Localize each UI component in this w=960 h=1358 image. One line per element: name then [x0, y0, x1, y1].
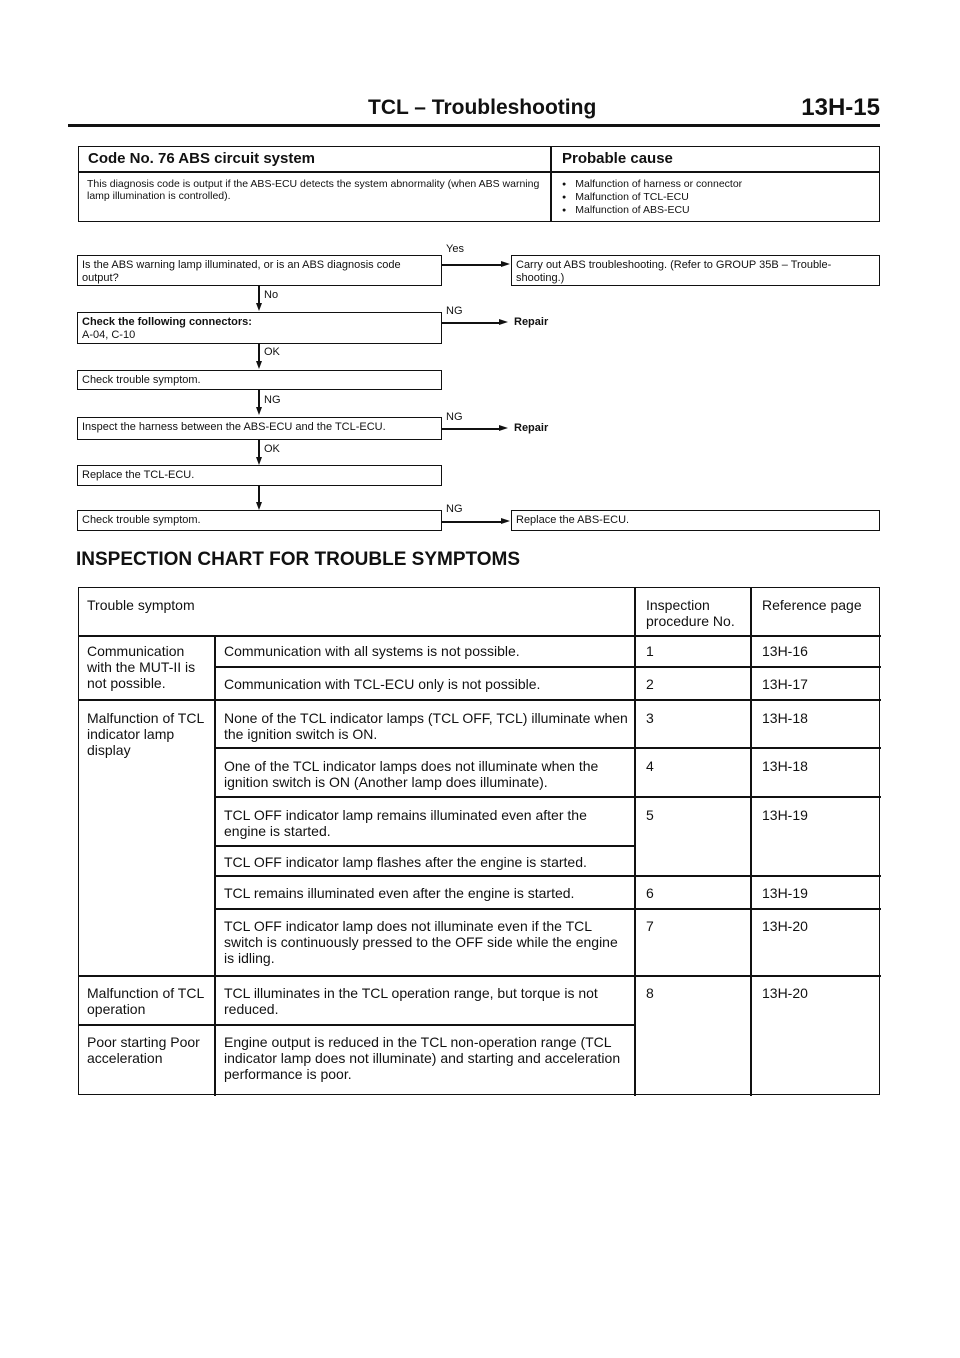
ng-connector — [442, 428, 500, 430]
reference-cell: 13H-18 — [762, 710, 808, 726]
flow-step-detail: A-04, C-10 — [82, 329, 136, 341]
group-operation: Malfunction of TCL operation — [87, 985, 204, 1017]
table-row-divider — [79, 635, 881, 637]
ok-connector — [258, 344, 260, 362]
reference-cell: 13H-19 — [762, 807, 808, 823]
procedure-cell: 7 — [646, 918, 654, 934]
flow-step-replace-tcl-ecu — [77, 465, 442, 486]
symptom-cell: TCL illuminates in the TCL operation range, but torque is not reduced. — [224, 985, 598, 1017]
flow-action-replace-abs-ecu — [511, 510, 880, 531]
flow-step-text: Check trouble symptom. — [82, 374, 201, 386]
flow-step-abs-warning — [77, 255, 442, 286]
arrow-right-icon — [501, 518, 510, 524]
header-trouble-symptom: Trouble symptom — [87, 597, 195, 613]
page-title: TCL – Troubleshooting — [368, 96, 597, 119]
arrow-down-icon — [256, 303, 262, 311]
group-starting: Poor starting Poor acceleration — [87, 1034, 200, 1066]
reference-cell: 13H-16 — [762, 643, 808, 659]
symptom-cell: TCL OFF indicator lamp remains illuminated even after the engine is started. — [224, 807, 587, 839]
table-row-divider — [214, 845, 634, 847]
group-indicator: Malfunction of TCL indicator lamp display — [87, 710, 204, 758]
ng-label: NG — [446, 305, 463, 317]
symptom-cell: One of the TCL indicator lamps does not illuminate when the ignition switch is ON (Another lamp does illuminate). — [224, 758, 599, 790]
diagnosis-code-box — [78, 146, 880, 222]
flow-action-abs-troubleshooting — [511, 255, 880, 286]
inspection-table — [78, 587, 880, 1095]
cause-item: ● Malfunction of ABS-ECU — [562, 204, 742, 217]
cause-title: Probable cause — [562, 150, 673, 167]
cause-item: ● Malfunction of harness or connector — [562, 178, 742, 191]
flow-step-text: Inspect the harness between the ABS-ECU and the TCL-ECU. — [82, 421, 386, 433]
table-col-divider — [750, 588, 752, 1096]
table-row-divider — [79, 1024, 634, 1026]
flow-step-text: Replace the TCL-ECU. — [82, 469, 195, 481]
flow-step-text: Is the ABS warning lamp illuminated, or is an ABS diagnosis code output? — [82, 259, 401, 284]
group-communication: Communication with the MUT-II is not possible. — [87, 643, 196, 691]
arrow-down-icon — [256, 361, 262, 369]
header-reference-page: Reference page — [762, 597, 862, 613]
yes-label: Yes — [446, 243, 464, 255]
arrow-down-icon — [256, 457, 262, 465]
ng-label: NG — [264, 394, 281, 406]
flow-connector — [258, 486, 260, 503]
arrow-down-icon — [256, 502, 262, 510]
symptom-cell: TCL OFF indicator lamp flashes after the engine is started. — [224, 854, 587, 870]
table-row-divider — [214, 796, 881, 798]
page-number: 13H-15 — [801, 94, 880, 121]
yes-connector — [442, 264, 502, 266]
reference-cell: 13H-19 — [762, 885, 808, 901]
header-inspection-procedure: Inspection procedure No. — [646, 597, 735, 629]
cause-item: ● Malfunction of TCL-ECU — [562, 191, 742, 204]
arrow-right-icon — [499, 319, 508, 325]
procedure-cell: 1 — [646, 643, 654, 659]
procedure-cell: 8 — [646, 985, 654, 1001]
code-title: Code No. 76 ABS circuit system — [88, 150, 316, 167]
symptom-cell: Communication with TCL-ECU only is not possible. — [224, 676, 541, 692]
no-connector — [258, 286, 260, 304]
header-rule — [68, 124, 880, 127]
symptom-cell: TCL OFF indicator lamp does not illuminate even if the TCL switch is continuously pressed to the OFF side while the engine is idling. — [224, 918, 618, 966]
symptom-cell: Engine output is reduced in the TCL non-operation range (TCL indicator lamp does not illuminate) and starting and acceleration performance is poor. — [224, 1034, 621, 1082]
arrow-down-icon — [256, 407, 262, 415]
reference-cell: 13H-20 — [762, 918, 808, 934]
table-col-divider — [214, 635, 216, 1096]
symptom-cell: None of the TCL indicator lamps (TCL OFF, TCL) illuminate when the ignition switch is ON. — [224, 710, 628, 742]
repair-action: Repair — [514, 316, 549, 328]
ok-label: OK — [264, 346, 280, 358]
flow-action-text: Carry out ABS troubleshooting. (Refer to GROUP 35B – Trouble-shooting.) — [516, 259, 832, 284]
flow-step-inspect-harness — [77, 417, 442, 440]
procedure-cell: 3 — [646, 710, 654, 726]
ng-label: NG — [446, 411, 463, 423]
reference-cell: 13H-20 — [762, 985, 808, 1001]
ng-connector — [442, 322, 500, 324]
flow-step-text: Check trouble symptom. — [82, 514, 201, 526]
procedure-cell: 5 — [646, 807, 654, 823]
ng-label: NG — [446, 503, 463, 515]
table-row-divider — [79, 975, 881, 977]
code-description: This diagnosis code is output if the ABS-ECU detects the system abnormality (when ABS warning lamp illumination is controlled). — [87, 178, 540, 202]
arrow-right-icon — [499, 425, 508, 431]
flow-action-text: Replace the ABS-ECU. — [516, 514, 630, 526]
table-row-divider — [214, 908, 881, 910]
flow-step-check-symptom-final — [77, 510, 442, 531]
table-col-divider — [634, 588, 636, 1096]
ok-connector — [258, 440, 260, 458]
cause-list — [562, 178, 742, 217]
reference-cell: 13H-18 — [762, 758, 808, 774]
arrow-right-icon — [501, 261, 510, 267]
flow-step-check-connectors — [77, 312, 442, 344]
flow-step-title: Check the following connectors: — [82, 316, 252, 328]
table-row-divider — [79, 699, 881, 701]
symptom-cell: TCL remains illuminated even after the engine is started. — [224, 885, 575, 901]
procedure-cell: 2 — [646, 676, 654, 692]
symptom-cell: Communication with all systems is not possible. — [224, 643, 520, 659]
flow-step-check-symptom — [77, 370, 442, 390]
procedure-cell: 6 — [646, 885, 654, 901]
table-row-divider — [214, 666, 881, 668]
table-row-divider — [214, 747, 881, 749]
procedure-cell: 4 — [646, 758, 654, 774]
ng-connector — [442, 521, 502, 523]
no-label: No — [264, 289, 279, 301]
repair-action: Repair — [514, 422, 549, 434]
ok-label: OK — [264, 443, 280, 455]
code-box-header-rule — [79, 171, 879, 173]
inspection-chart-title: INSPECTION CHART FOR TROUBLE SYMPTOMS — [76, 549, 521, 570]
ng-connector — [258, 390, 260, 408]
reference-cell: 13H-17 — [762, 676, 808, 692]
table-row-divider — [214, 875, 881, 877]
code-box-divider — [550, 147, 552, 221]
